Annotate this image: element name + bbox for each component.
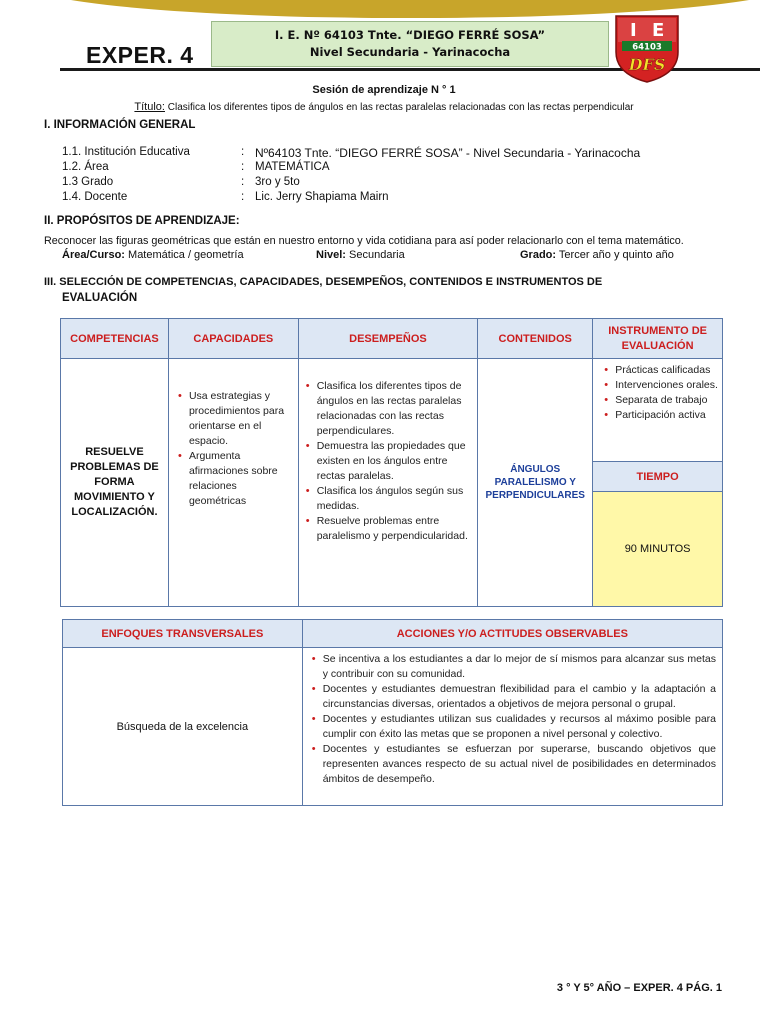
info-value-grade: 3ro y 5to [255,176,300,188]
capacidad-item: • Argumenta afirmaciones sobre relaciones geométricas [189,449,294,509]
desempeno-item: • Clasifica los diferentes tipos de ángulos en las rectas paralelas relacionadas con las rectas perpendiculares. [317,379,472,439]
acciones-cell [302,648,722,806]
info-label-institution: 1.1. Institución Educativa [62,146,190,158]
instrumento-item: • Intervenciones orales. [615,378,720,393]
header-contenidos: CONTENIDOS [478,319,593,359]
info-value-area: MATEMÁTICA [255,161,330,173]
grado-value: Tercer año y quinto año [558,249,674,261]
exper-title: EXPER. 4 [86,42,194,68]
info-label-grade: 1.3 Grado [62,176,114,188]
capacidad-item: • Usa estrategias y procedimientos para orientarse en el espacio. [189,389,294,449]
school-line-2: Nivel Secundaria - Yarinacocha [309,45,511,59]
info-colon: : [241,176,245,188]
accion-item: • Docentes y estudiantes utilizan sus cualidades y recursos al máximo posible para cumplir con éxito las metas que se proponen a nivel personal y colectivo. [323,712,716,742]
instrumento-item: • Participación activa [615,408,720,423]
section-3-heading-line1: III. SELECCIÓN DE COMPETENCIAS, CAPACIDADES, DESEMPEÑOS, CONTENIDOS E INSTRUMENTOS DE [44,276,603,288]
logo-initials: DFS [628,55,666,74]
logo-number: 64103 [632,42,662,53]
desempeno-item: • Clasifica los ángulos según sus medidas. [317,484,472,514]
info-value-institution: Nº64103 Tnte. “DIEGO FERRÉ SOSA” - Nivel Secundaria - Yarinacocha [255,146,641,160]
school-line-1: I. E. Nº 64103 Tnte. “DIEGO FERRÉ SOSA” [274,28,546,42]
nivel-value: Secundaria [349,249,405,261]
competencies-table [60,318,723,607]
tiempo-value: 90 MINUTOS [593,492,723,607]
area-value: Matemática / geometría [128,249,244,261]
lesson-title [0,101,768,113]
logo-letter-i: I [630,20,637,41]
logo-letter-e: E [652,20,665,41]
school-logo [612,12,682,84]
accion-item: • Docentes y estudiantes demuestran flexibilidad para el cambio y la adaptación a circunstancias diversas, orientados a objetivos de mejora personal o grupal. [323,682,716,712]
desempeno-item: • Resuelve problemas entre paralelismo y perpendicularidad. [317,514,472,544]
section-3-heading-line2: EVALUACIÓN [62,292,138,304]
grado [520,249,674,261]
section-1-heading: I. INFORMACIÓN GENERAL [44,119,196,131]
area-label: Área/Curso: [62,249,125,261]
title-text: Clasifica los diferentes tipos de ángulos en las rectas paralelas relacionadas con las rectas perpendicular [167,102,634,113]
contenidos-cell: ÁNGULOS PARALELISMO Y PERPENDICULARES [478,359,593,607]
enfoque-cell: Búsqueda de la excelencia [63,648,303,806]
header-capacidades: CAPACIDADES [168,319,298,359]
school-name-box [211,21,609,67]
info-colon: : [241,161,245,173]
grado-label: Grado: [520,249,557,261]
title-label: Título: [134,101,165,113]
accion-item: • Se incentiva a los estudiantes a dar lo mejor de sí mismos para alcanzar sus metas y contribuir con su comunidad. [323,652,716,682]
header-desempenos: DESEMPEÑOS [298,319,478,359]
purpose-text: Reconocer las figuras geométricas que están en nuestro entorno y vida cotidiana para así poder relacionarlo con el tema matemático. [44,235,684,247]
nivel [316,249,405,261]
page-footer: 3 ° Y 5° AÑO – EXPER. 4 PÁG. 1 [556,982,722,994]
header-competencias: COMPETENCIAS [61,319,169,359]
info-value-teacher: Lic. Jerry Shapiama Mairn [255,191,389,203]
section-2-heading: II. PROPÓSITOS DE APRENDIZAJE: [44,215,240,227]
info-label-area: 1.2. Área [62,161,109,173]
instrumentos-cell [593,359,723,462]
nivel-label: Nivel: [316,249,346,261]
competencia-cell: RESUELVE PROBLEMAS DE FORMA MOVIMIENTO Y LOCALIZACIÓN. [61,359,169,607]
info-label-teacher: 1.4. Docente [62,191,128,203]
header-enfoques: ENFOQUES TRANSVERSALES [63,620,303,648]
header-acciones: ACCIONES Y/O ACTITUDES OBSERVABLES [302,620,722,648]
enfoques-table [62,619,723,806]
desempeno-item: • Demuestra las propiedades que existen en los ángulos entre rectas paralelas. [317,439,472,484]
info-colon: : [241,191,245,203]
session-title: Sesión de aprendizaje N ° 1 [312,84,456,96]
capacidades-cell [168,359,298,607]
accion-item: • Docentes y estudiantes se esfuerzan por superarse, buscando objetivos que representen avances respecto de su actual nivel de posibilidades en determinados ámbitos de desempeño. [323,742,716,787]
info-colon: : [241,146,245,158]
instrumento-item: • Separata de trabajo [615,393,720,408]
area-course [62,249,244,261]
header-instrumento: INSTRUMENTO DE EVALUACIÓN [593,319,723,359]
tiempo-header: TIEMPO [593,462,723,492]
desempenos-cell [298,359,478,607]
instrumento-item: • Prácticas calificadas [615,363,720,378]
